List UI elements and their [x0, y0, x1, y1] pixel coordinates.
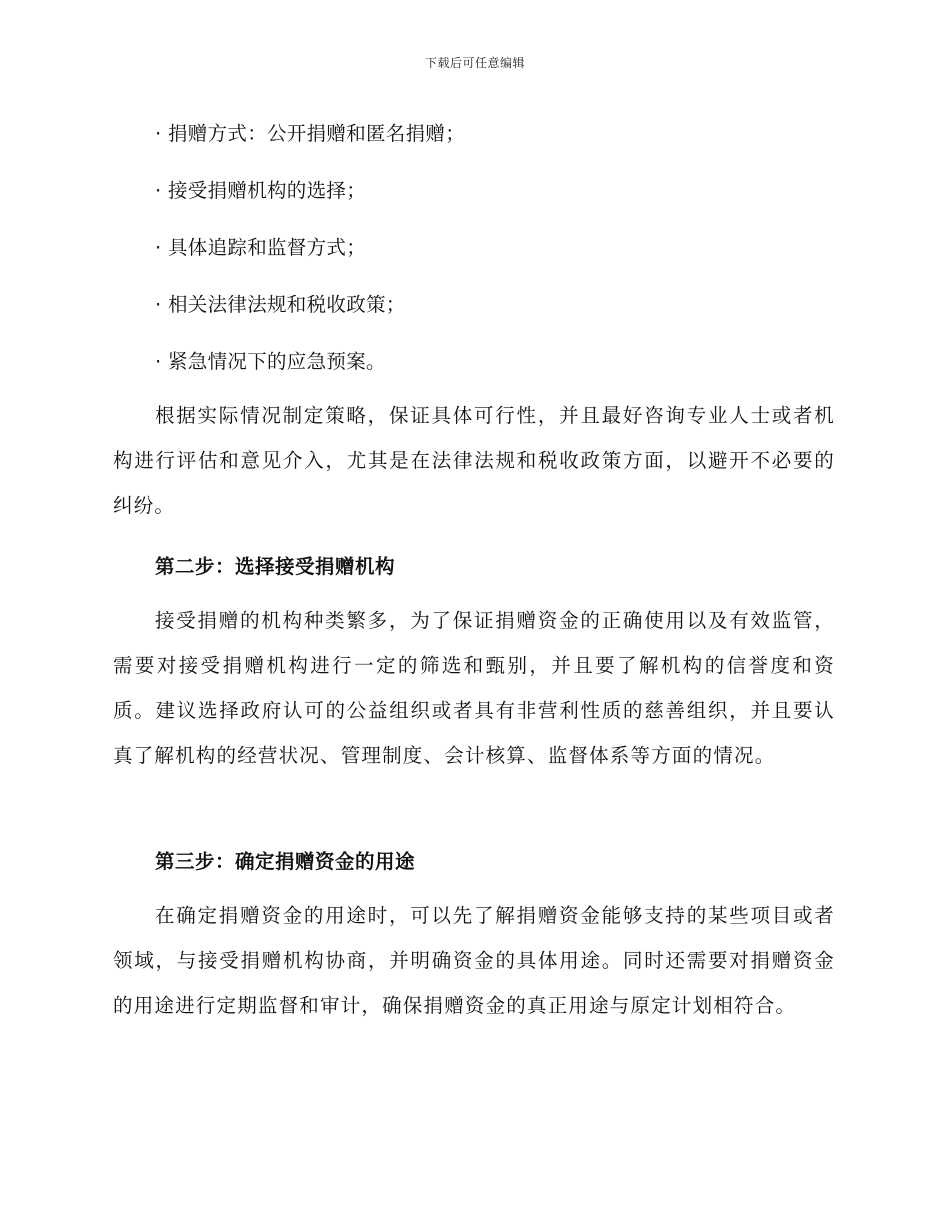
paragraph-step-two: 接受捐赠的机构种类繁多，为了保证捐赠资金的正确使用以及有效监管，需要对接受捐赠机构进行一定的筛选和甄别，并且要了解机构的信誉度和资质。建议选择政府认可的公益组织或者具有非营利性质的慈善组织，并且要认真了解机构的经营状况、管理制度、会计核算、监督体系等方面的情况。 — [113, 609, 835, 767]
page-header: 下载后可任意编辑 — [424, 56, 525, 70]
bullet-donation-method: · 捐赠方式：公开捐赠和匿名捐赠； — [155, 122, 465, 145]
bullet-laws-tax: · 相关法律法规和税收政策； — [155, 293, 406, 316]
heading-step-three: 第三步：确定捐赠资金的用途 — [155, 850, 416, 873]
heading-step-two: 第二步：选择接受捐赠机构 — [155, 555, 396, 578]
paragraph-step-three: 在确定捐赠资金的用途时，可以先了解捐赠资金能够支持的某些项目或者领域，与接受捐赠机构协商，并明确资金的具体用途。同时还需要对捐赠资金的用途进行定期监督和审计，确保捐赠资金的真正用途与原定计划相符合。 — [113, 904, 835, 1017]
bullet-tracking-supervision: · 具体追踪和监督方式； — [155, 236, 366, 259]
paragraph-strategy: 根据实际情况制定策略，保证具体可行性，并且最好咨询专业人士或者机构进行评估和意见介入，尤其是在法律法规和税收政策方面，以避开不必要的纠纷。 — [113, 404, 835, 517]
bullet-emergency-plan: · 紧急情况下的应急预案。 — [155, 350, 386, 373]
bullet-institution-choice: · 接受捐赠机构的选择； — [155, 179, 366, 202]
